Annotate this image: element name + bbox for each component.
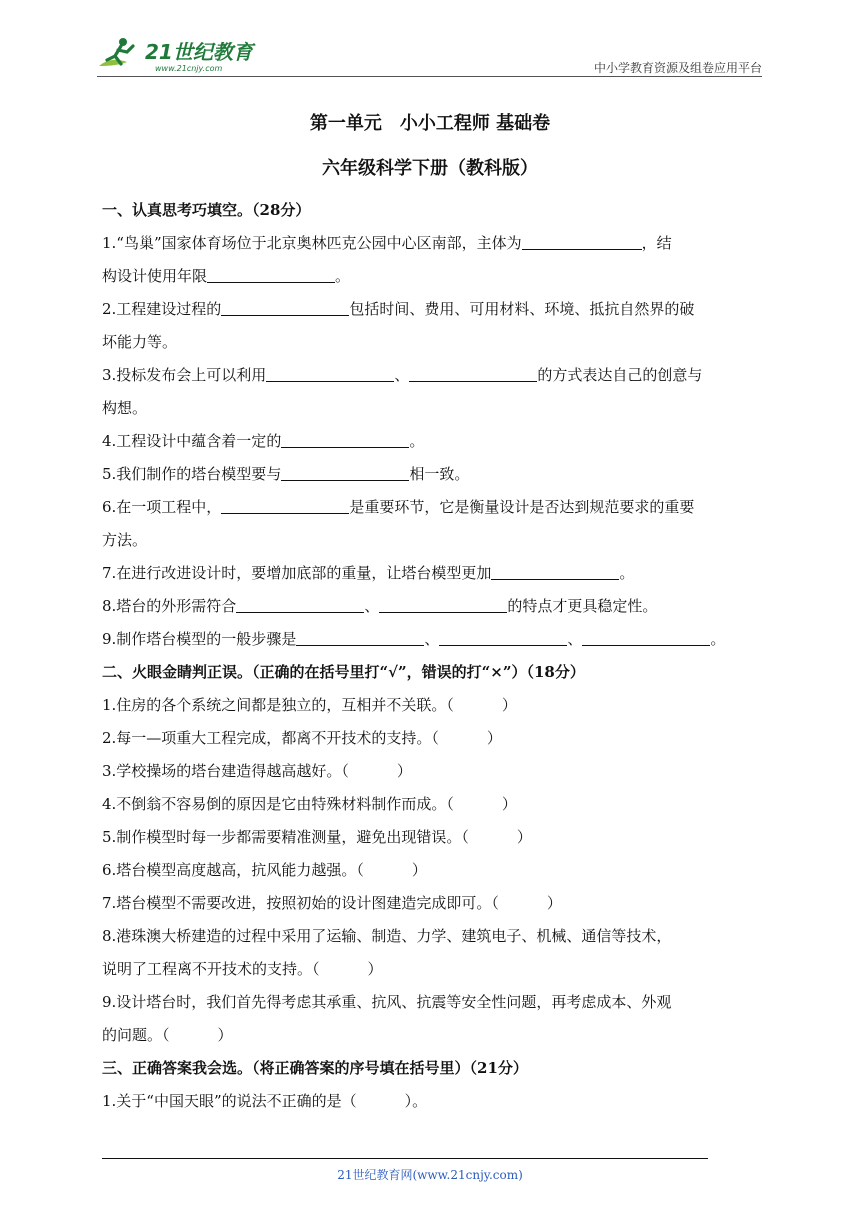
answer-blank[interactable] [582, 627, 710, 646]
question-text: 。 [619, 564, 635, 582]
question-text [102, 755, 764, 788]
question-text: ） [546, 894, 562, 912]
question-text [102, 425, 764, 458]
question-text: 的方式表达自己的创意与 [537, 366, 703, 384]
answer-blank[interactable] [221, 495, 349, 514]
question-text: 。 [335, 267, 351, 285]
question-text: 3.投标发布会上可以利用 [102, 366, 267, 384]
question-text: 、 [364, 597, 380, 615]
question-text: 1.“鸟巢”国家体育场位于北京奥林匹克公园中心区南部，主体为 [102, 234, 522, 252]
answer-blank[interactable] [281, 462, 409, 481]
question-text [102, 887, 764, 920]
question-text: 5.制作模型时每一步都需要精准测量，避免出现错误。（ [102, 828, 469, 846]
question-text: 方法。 [102, 531, 148, 549]
footer-link[interactable]: 21世纪教育网(www.21cnjy.com) [337, 1168, 523, 1182]
section-heading-true-false: 二、火眼金睛判正误。（正确的在括号里打“√”，错误的打“×”）（18分） [102, 663, 585, 681]
question-text [102, 227, 764, 260]
question-text: ） [411, 861, 427, 879]
logo-title: 21世纪教育 [145, 40, 253, 64]
question-text: 说明了工程离不开技术的支持。（ [102, 960, 320, 978]
question-text: 6.在一项工程中， [102, 498, 222, 516]
question-text [102, 953, 764, 986]
question-text: 、 [394, 366, 410, 384]
header-slogan: 中小学教育资源及组卷应用平台 [593, 61, 762, 75]
question-text [102, 821, 764, 854]
site-logo[interactable] [97, 34, 257, 74]
question-text [102, 260, 764, 293]
question-text: ） [486, 729, 502, 747]
question-text: 的问题。（ [102, 1026, 170, 1044]
question-text: 。 [710, 630, 726, 648]
question-text: 2.每一—项重大工程完成，都离不开技术的支持。（ [102, 729, 439, 747]
question-text: 1.住房的各个系统之间都是独立的，互相并不关联。（ [102, 696, 454, 714]
question-text [102, 788, 764, 821]
answer-blank[interactable] [409, 363, 537, 382]
question-text: 2.工程建设过程的 [102, 300, 222, 318]
question-text: ，结 [641, 234, 672, 252]
page-header [97, 28, 762, 78]
question-text [102, 557, 764, 590]
document-title: 第一单元 小小工程师 基础卷 [309, 113, 551, 134]
question-text: 9.制作塔台模型的一般步骤是 [102, 630, 297, 648]
question-text: 1.关于“中国天眼”的说法不正确的是（ [102, 1092, 357, 1110]
question-text: 9.设计塔台时，我们首先得考虑其承重、抗风、抗震等安全性问题，再考虑成本、外观 [102, 993, 672, 1011]
question-text [102, 458, 764, 491]
section-heading-multiple-choice: 三、正确答案我会选。（将正确答案的序号填在括号里）（21分） [102, 1059, 528, 1077]
answer-blank[interactable] [439, 627, 567, 646]
question-text: 4.工程设计中蕴含着一定的 [102, 432, 282, 450]
question-text: 坏能力等。 [102, 333, 178, 351]
answer-blank[interactable] [221, 297, 349, 316]
logo-url: www.21cnjy.com [155, 64, 223, 73]
question-text: 7.在进行改进设计时，要增加底部的重量，让塔台模型更加 [102, 564, 492, 582]
question-text: 。 [409, 432, 425, 450]
section-heading-fill-blank: 一、认真思考巧填空。（28分） [102, 201, 311, 219]
answer-blank[interactable] [236, 594, 364, 613]
question-text: 的特点才更具稳定性。 [507, 597, 658, 615]
question-text: 包括时间、费用、可用材料、环境、抵抗自然界的破 [349, 300, 695, 318]
footer-divider [102, 1158, 708, 1159]
running-figure-icon [97, 36, 141, 72]
question-text: 、 [424, 630, 440, 648]
question-text: 6.塔台模型高度越高，抗风能力越强。（ [102, 861, 364, 879]
answer-blank[interactable] [266, 363, 394, 382]
question-text [102, 491, 764, 524]
question-text: ） [501, 795, 517, 813]
question-text: 4.不倒翁不容易倒的原因是它由特殊材料制作而成。（ [102, 795, 454, 813]
question-text [102, 590, 764, 623]
question-text: 5.我们制作的塔台模型要与 [102, 465, 282, 483]
answer-blank[interactable] [379, 594, 507, 613]
header-divider [97, 76, 762, 77]
question-text: 7.塔台模型不需要改进，按照初始的设计图建造完成即可。（ [102, 894, 499, 912]
question-text: ）。 [404, 1092, 428, 1110]
answer-blank[interactable] [281, 429, 409, 448]
answer-blank[interactable] [491, 561, 619, 580]
question-text [102, 623, 764, 656]
document-subtitle: 六年级科学下册（教科版） [322, 158, 538, 179]
question-text: ） [516, 828, 532, 846]
question-text: 构想。 [102, 399, 148, 417]
question-text [102, 854, 764, 887]
exam-content [102, 194, 764, 1118]
answer-blank[interactable] [207, 264, 335, 283]
question-text [102, 359, 764, 392]
question-text: ） [367, 960, 383, 978]
question-text: 3.学校操场的塔台建造得越高越好。（ [102, 762, 349, 780]
question-text: ） [501, 696, 517, 714]
question-text: 、 [567, 630, 583, 648]
question-text: 是重要环节，它是衡量设计是否达到规范要求的重要 [349, 498, 695, 516]
question-text [102, 1019, 764, 1052]
question-text: 构设计使用年限 [102, 267, 208, 285]
question-text: ） [396, 762, 412, 780]
question-text: ） [217, 1026, 233, 1044]
question-text [102, 1085, 764, 1118]
question-text: 相一致。 [409, 465, 470, 483]
answer-blank[interactable] [522, 231, 642, 250]
question-text [102, 689, 764, 722]
answer-blank[interactable] [296, 627, 424, 646]
question-text: 8.港珠澳大桥建造的过程中采用了运输、制造、力学、建筑电子、机械、通信等技术， [102, 927, 672, 945]
question-text [102, 293, 764, 326]
question-text [102, 722, 764, 755]
question-text: 8.塔台的外形需符合 [102, 597, 237, 615]
